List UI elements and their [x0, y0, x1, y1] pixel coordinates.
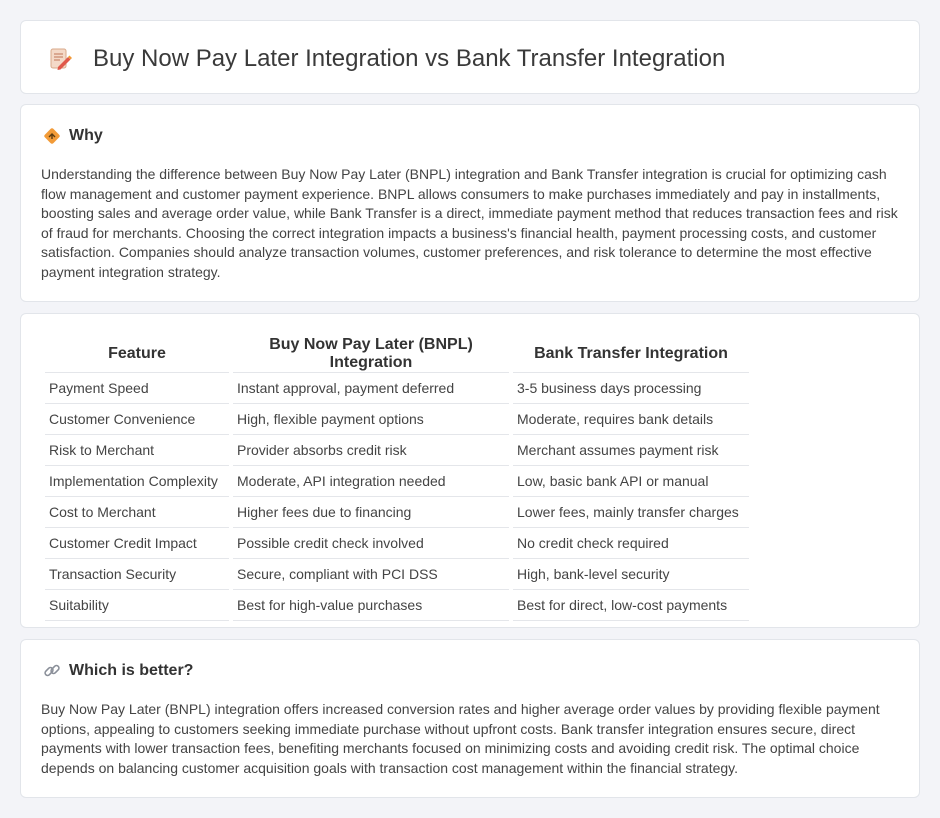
- bnpl-cell: Higher fees due to financing: [233, 497, 509, 528]
- why-heading: [43, 127, 103, 145]
- title-row: [47, 45, 725, 73]
- feature-cell: Suitability: [45, 590, 229, 621]
- bnpl-cell: Provider absorbs credit risk: [233, 435, 509, 466]
- better-title: Which is better?: [69, 662, 194, 679]
- table-row: [45, 373, 749, 404]
- bank-cell: Best for direct, low-cost payments: [513, 590, 749, 621]
- table-row: [45, 404, 749, 435]
- bnpl-cell: Possible credit check involved: [233, 528, 509, 559]
- comparison-card: [20, 313, 920, 628]
- better-heading: [43, 662, 193, 680]
- diamond-sign-icon: [43, 127, 61, 145]
- table-row: [45, 528, 749, 559]
- bank-cell: 3-5 business days processing: [513, 373, 749, 404]
- comparison-table: [41, 336, 753, 621]
- why-text: Understanding the difference between Buy Now Pay Later (BNPL) integration and Bank Transfer integration is crucial for optimizing cash flow management and customer payment experience. BNPL allows consumers to make purchases immediately and pay in installments, boosting sales and average order value, while Bank Transfer is a direct, immediate payment method that reduces transaction fees and risk of fraud for merchants. Choosing the correct integration impacts a business's financial health, payment processing costs, and customer satisfaction. Companies should analyze transaction volumes, customer preferences, and risk tolerance to determine the most effective payment integration strategy.: [41, 166, 898, 280]
- feature-cell: Customer Convenience: [45, 404, 229, 435]
- document-pencil-icon: [47, 46, 73, 72]
- table-row: [45, 590, 749, 621]
- why-card: [20, 104, 920, 302]
- bnpl-cell: Secure, compliant with PCI DSS: [233, 559, 509, 590]
- table-row: [45, 559, 749, 590]
- link-icon: [43, 662, 61, 680]
- bank-cell: Merchant assumes payment risk: [513, 435, 749, 466]
- page-title: Buy Now Pay Later Integration vs Bank Transfer Integration: [93, 45, 726, 72]
- bank-cell: No credit check required: [513, 528, 749, 559]
- bank-cell: Low, basic bank API or manual: [513, 466, 749, 497]
- feature-cell: Customer Credit Impact: [45, 528, 229, 559]
- table-row: [45, 466, 749, 497]
- table-row: [45, 435, 749, 466]
- header-bank-transfer: Bank Transfer Integration: [513, 336, 749, 373]
- feature-cell: Cost to Merchant: [45, 497, 229, 528]
- bank-cell: Lower fees, mainly transfer charges: [513, 497, 749, 528]
- bank-cell: High, bank-level security: [513, 559, 749, 590]
- feature-cell: Implementation Complexity: [45, 466, 229, 497]
- why-title: Why: [69, 127, 103, 144]
- feature-cell: Payment Speed: [45, 373, 229, 404]
- bnpl-cell: Instant approval, payment deferred: [233, 373, 509, 404]
- header-feature: Feature: [45, 336, 229, 373]
- bnpl-cell: High, flexible payment options: [233, 404, 509, 435]
- bnpl-cell: Moderate, API integration needed: [233, 466, 509, 497]
- better-text: Buy Now Pay Later (BNPL) integration offers increased conversion rates and higher average order values by providing flexible payment options, appealing to customers seeking immediate purchase without upfront costs. Bank transfer integration ensures secure, direct payments with lower transaction fees, benefiting merchants focused on minimizing costs and avoiding credit risk. The optimal choice depends on balancing customer acquisition goals with transaction cost management within the financial strategy.: [41, 701, 880, 776]
- feature-cell: Transaction Security: [45, 559, 229, 590]
- table-header-row: [45, 336, 749, 373]
- which-is-better-card: [20, 639, 920, 798]
- title-card: [20, 20, 920, 94]
- bank-cell: Moderate, requires bank details: [513, 404, 749, 435]
- feature-cell: Risk to Merchant: [45, 435, 229, 466]
- header-bnpl: Buy Now Pay Later (BNPL) Integration: [233, 336, 509, 373]
- bnpl-cell: Best for high-value purchases: [233, 590, 509, 621]
- table-row: [45, 497, 749, 528]
